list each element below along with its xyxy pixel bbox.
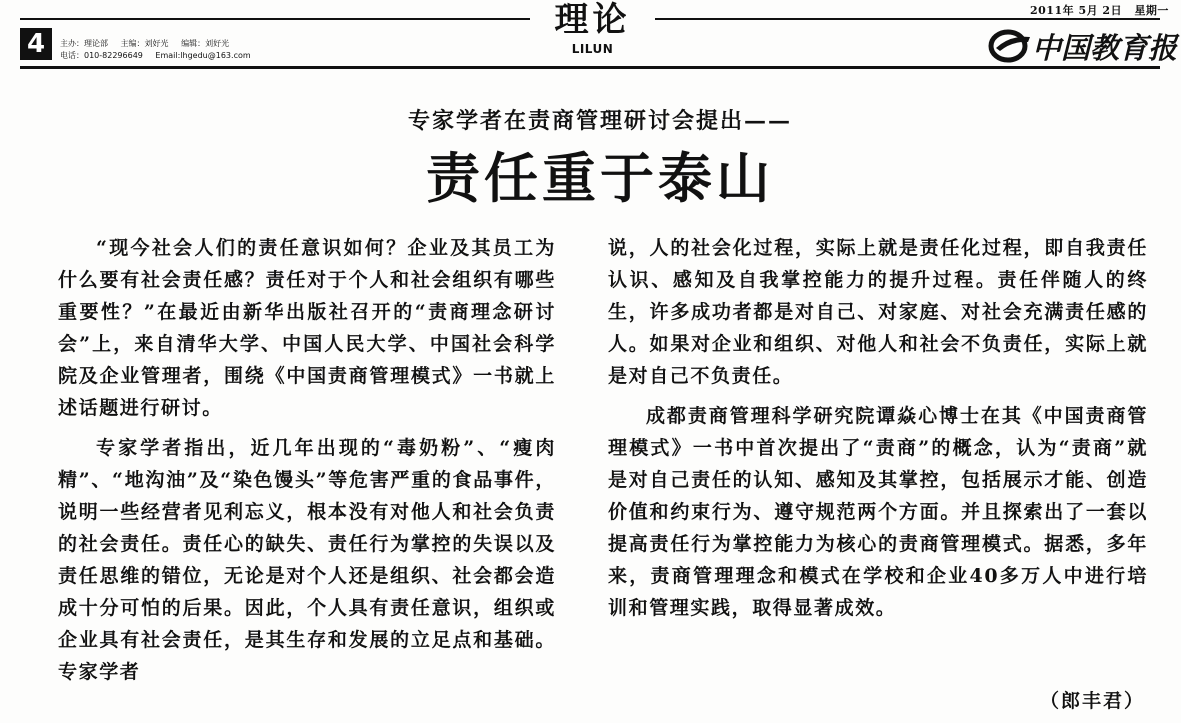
date-text: 2011年 5月 2日 (1030, 4, 1123, 17)
staff-info (60, 38, 261, 62)
editor-text: 编辑：刘好光 (181, 39, 230, 48)
masthead-rule-left (20, 18, 530, 20)
newspaper-logo (988, 26, 1177, 66)
weekday-text: 星期一 (1134, 4, 1169, 17)
staff-line-1 (60, 38, 261, 50)
article-column-left (58, 232, 556, 688)
article-headline: 责任重于泰山 (426, 146, 774, 210)
paragraph: 说，人的社会化过程，实际上就是责任化过程，即自我责任认识、感知及自我掌控能力的提升过程。责任伴随人的终生，许多成功者都是对自己、对家庭、对社会充满责任感的人。如果对企业和组织、对他人和社会不负责任，实际上就是对自己不负责任。 (608, 237, 1148, 387)
email-text: Email:lhgedu@163.com (155, 51, 251, 60)
chief-editor-text: 主编：刘好光 (120, 39, 169, 48)
page-number: 4 (20, 28, 52, 60)
newspaper-name: 中国教育报 (1032, 30, 1178, 65)
masthead-bottom-rule (20, 66, 1160, 69)
article-column-right (608, 232, 1148, 624)
phone-text: 电话：010-82296649 (60, 51, 143, 60)
logo-swoosh-icon (988, 29, 1032, 63)
section-title: 理论 (554, 0, 631, 40)
paragraph: 专家学者指出，近几年出现的“毒奶粉”、“瘦肉精”、“地沟油”及“染色馒头”等危害严重的食品事件，说明一些经营者见利忘义，根本没有对他人和社会负责的社会责任。责任心的缺失、责任行为掌控的失误以及责任思维的错位，无论是对个人还是组织、社会都会造成十分可怕的后果。因此，个人具有责任意识，组织或企业具有社会责任，是其生存和发展的立足点和基础。专家学者 (58, 437, 556, 683)
paragraph: “现今社会人们的责任意识如何？企业及其员工为什么要有社会责任感？责任对于个人和社会组织有哪些重要性？”在最近由新华出版社召开的“责商理念研讨会”上，来自清华大学、中国人民大学、中国社会科学院及企业管理者，围绕《中国责商管理模式》一书就上述话题进行研讨。 (58, 237, 556, 419)
staff-line-2 (60, 50, 261, 62)
section-pinyin: LILUN (571, 42, 614, 56)
article-author: （郎丰君） (1040, 690, 1146, 712)
article-kicker: 专家学者在责商管理研讨会提出—— (407, 108, 792, 134)
masthead-rule-right (655, 18, 1160, 20)
paragraph: 成都责商管理科学研究院谭焱心博士在其《中国责商管理模式》一书中首次提出了“责商”的概念，认为“责商”就是对自己责任的认知、感知及其掌控，包括展示才能、创造价值和约束行为、遵守规范两个方面。并且探索出了一套以提高责任行为掌控能力为核心的责商管理模式。据悉，多年来，责商管理理念和模式在学校和企业40多万人中进行培训和管理实践，取得显著成效。 (608, 405, 1148, 619)
issue-date (1030, 2, 1169, 18)
sponsor-text: 主办：理论部 (60, 39, 108, 48)
